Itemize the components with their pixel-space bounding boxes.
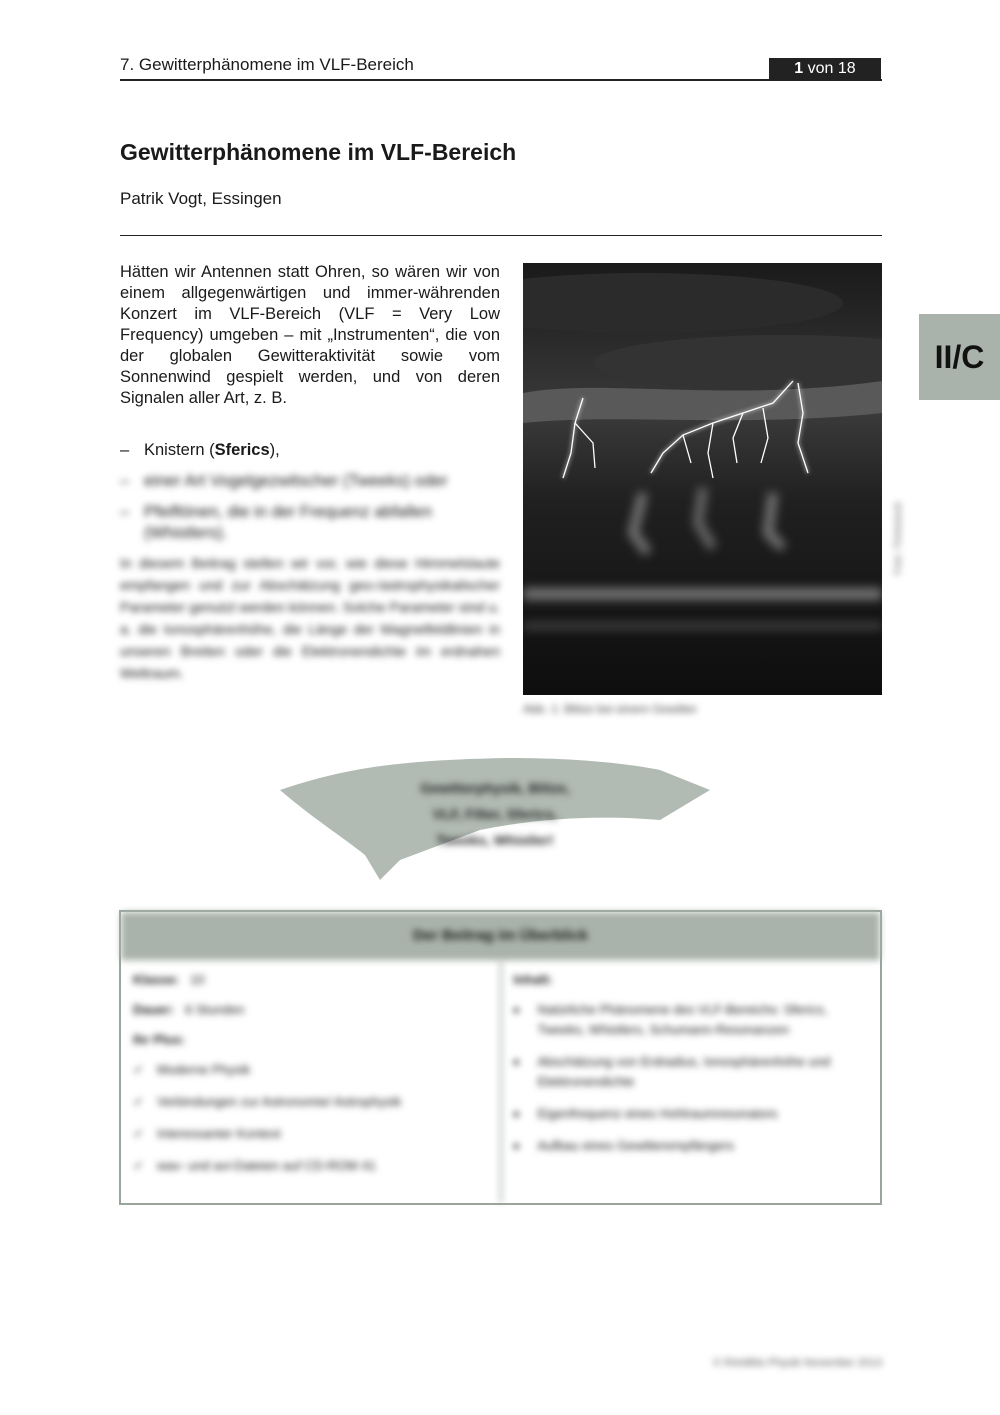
photo-credit: Foto: Thinkstock [893,501,904,575]
banner-keywords [360,775,630,853]
inhalt-item: ■ Eigenfrequenz eines Hohlraumresonators [514,1104,869,1124]
page-indicator [769,58,881,80]
inhalt-item: ■ Abschätzung von Erdradius, Ionosphärenhöhe und Elektronendichte [514,1052,869,1092]
page-total: von 18 [807,60,856,77]
inhalt-item: ■ Natürliche Phänomene des VLF-Bereichs: Sferics, Tweeks, Whistlers, Schumann-Resonanzen [514,1000,869,1040]
header-rule [120,79,882,81]
inhalt-label: Inhalt: [513,972,553,987]
phenomena-list [120,440,500,554]
list-item: – Pfeiftönen, die in der Frequenz abfallen (Whistlers). [120,502,500,544]
copyright-footer: © RAABits Physik November 2013 [713,1357,882,1369]
overview-left-column [121,960,500,1203]
plus-item: ✓ Verbindungen zur Astronomie/ Astrophysik [133,1092,488,1112]
lightning-photo [523,263,882,695]
plus-item: ✓ wav- und avi-Dateien auf CD-ROM 41 [133,1156,488,1176]
chapter-tab: II/C [919,314,1000,400]
section-title: 7. Gewitterphänomene im VLF-Bereich [120,55,414,74]
page-current: 1 [794,60,804,77]
document-title: Gewitterphänomene im VLF-Bereich [120,139,517,165]
overview-box [119,910,882,1205]
overview-heading: Der Beitrag im Überblick [121,912,880,960]
banner-line: VLF, Filter, Sferics, [432,806,558,822]
intro-paragraph: Hätten wir Antennen statt Ohren, so wären wir von einem allgegenwärtigen und immer-währenden Konzert im VLF-Bereich (VLF = Very Low Frequency) umgeben – mit „Instrumenten“, die von der globalen Gewitteraktivität sowie vom Sonnenwind gespielt werden, und von deren Signalen aller Art, z. B. [120,263,500,407]
klasse-row: Klasse: 10 [133,972,205,987]
inhalt-item: ■ Aufbau eines Gewitterempfängers [514,1136,869,1156]
banner-line: Gewitterphysik, Blitze, [420,780,570,796]
list-item-bold: Sferics [214,441,270,459]
list-item: – einer Art Vogelgezwitscher (Tweeks) oder [120,471,500,492]
plus-item: ✓ Moderne Physik [133,1060,488,1080]
list-item: – Knistern (Sferics), [120,440,500,461]
author-line: Patrik Vogt, Essingen [120,189,282,208]
outro-paragraph: In diesem Beitrag stellen wir vor, wie diese Himmelslaute empfangen und zur Abschätzung geo-/astrophysikalischer Parameter genutzt werden können. Solche Parameter sind u. a. die Ionosphärenhöhe, die Länge der Magnetfeldlinien in unseren Breiten oder die Elektronendichte im erdnahen Weltraum. [120,555,500,681]
banner-line: Tweeks, Whistler! [436,832,554,848]
overview-right-column [500,960,881,1203]
plus-item: ✓ Interessanter Kontext [133,1124,488,1144]
figure-caption: Abb. 1: Blitze bei einem Gewitter [523,702,698,716]
title-rule [120,235,882,236]
plus-label: Ihr Plus: [133,1032,186,1047]
dauer-row: Dauer: 6 Stunden [133,1002,245,1017]
